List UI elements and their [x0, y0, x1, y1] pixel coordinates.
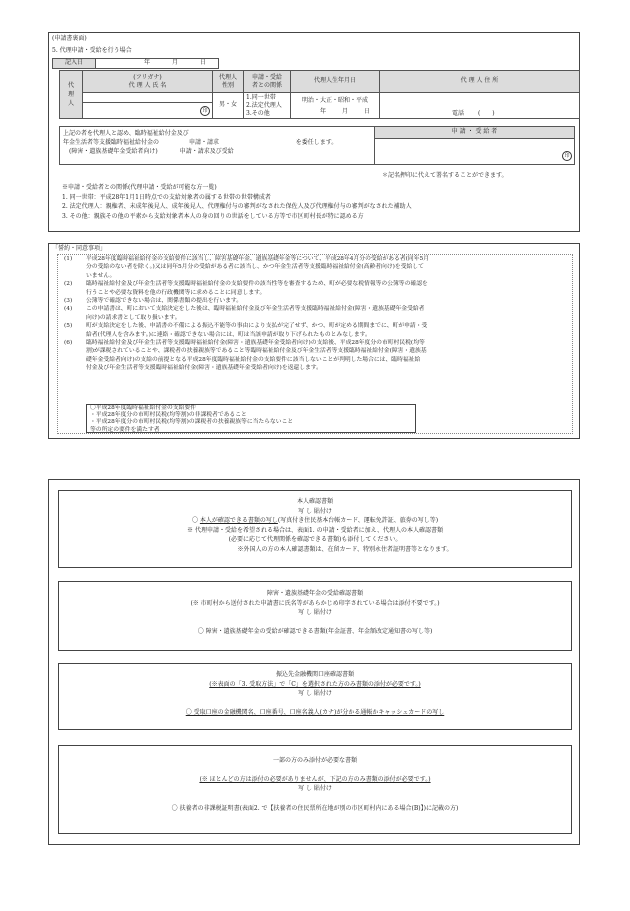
- pledge-line: この申請書は、町において支給決定をした後は、臨時福祉給付金及び年金生活者等支援臨時福祉給付金(障害・遺族基礎年金受給者: [86, 306, 425, 313]
- entry-day-label: 日: [199, 59, 206, 67]
- pledge-item: [64, 322, 568, 339]
- agent-side-label: [60, 71, 83, 119]
- birth-header: 代理人生年月日: [291, 71, 380, 93]
- relation-note-item: 1. 同一世帯：平成28年1月1日時点での支給対象者の属する世帯の世帯構成者: [62, 193, 271, 201]
- id-document-sub: 写 し 貼付け: [298, 507, 332, 515]
- pledge-item: [64, 305, 568, 322]
- bank-document-line: 〇 受取口座の金融機関名、口座番号、口座名義人(カナ)が分かる通帳かキャッシュカードの写し: [185, 708, 445, 716]
- pledge-title: 「誓約・同意事項」: [52, 245, 107, 252]
- relation-note-item: 3. その他：親族その他の平素から支給対象者本人の身の回りの世話をしている方等で市区町村長が特に認める方: [62, 212, 364, 220]
- relation-header: [244, 71, 291, 93]
- relation-option: 3.その他: [246, 109, 270, 117]
- pension-document-title: 障害・遺族基礎年金の受給確認書類: [266, 590, 363, 597]
- relation-header-line: 申請・受給: [251, 73, 282, 81]
- section-title: 5. 代理申請・受給を行う場合: [52, 47, 132, 54]
- entry-year-label: 年: [144, 59, 151, 67]
- applicant-field[interactable]: [375, 139, 575, 165]
- pledge-line: 行うことや必要な資料を他の行政機関等に求めることに同意します。: [86, 289, 266, 296]
- gender-header: [213, 71, 244, 93]
- circle-mark: 〇: [191, 517, 200, 524]
- requirement-line: 等の所定の要件を満たす者: [90, 426, 160, 433]
- id-document-note: ※ 代理申請・受給を希望される場合は、表面1. の申請・受給者に加え、代理人の本人確認書類: [187, 526, 443, 534]
- id-document-title: 本人確認書類: [296, 498, 333, 505]
- seal-icon: 印: [200, 106, 210, 116]
- pledge-item: [64, 255, 568, 280]
- entry-date-label: 記入日: [53, 59, 96, 69]
- requirements-box: [86, 404, 416, 433]
- pledge-line: 向け)の請求書として取り扱います。: [86, 314, 181, 321]
- delegation-line: (障害・遺族基礎年金受給者向け): [69, 148, 158, 155]
- id-document-examples: (写真付き住民基本台帳カード、運転免許証、旅券の写し等): [277, 517, 439, 524]
- bank-document-sub: 写 し 貼付け: [298, 690, 332, 697]
- signature-note: ＊記名押印に代えて署名することができます。: [382, 172, 508, 179]
- bank-document-content: [58, 670, 572, 717]
- delegation-entrust: を委任します。: [295, 139, 338, 146]
- delegation-line: 上記の者を代理人と認め、臨時福祉給付金及び: [63, 130, 189, 137]
- entry-date-field[interactable]: [96, 59, 219, 69]
- pledge-line: 臨時福祉給付金及び年金生活者等支援臨時福祉給付金(障害・遺族基礎年金受給者向け)の支給後、平成28年度分の市町村民税(均等: [86, 340, 425, 347]
- relation-header-line: 者との関係: [251, 81, 282, 89]
- pledge-item-number: (5): [64, 323, 73, 330]
- optional-document-title: 一部の方のみ添付が必要な書類: [272, 757, 357, 764]
- gender-header-line: 性別: [221, 81, 234, 89]
- delegation-statement: [60, 127, 375, 165]
- birth-field[interactable]: [291, 93, 380, 119]
- id-document-note: ※外国人の方の本人確認書類は、在留カード、特別永住者証明書等となります。: [237, 545, 453, 553]
- id-document-underlined: 本人が確認できる書類の写し: [199, 517, 278, 524]
- agent-name-label: 代 理 人 氏 名: [128, 81, 167, 89]
- phone-label: 電話: [452, 109, 465, 117]
- pledge-item: [64, 280, 568, 297]
- relation-note-item: 2. 法定代理人：親権者、未成年後見人、成年後見人、代理権付与の審判がなされた保佐人及び代理権付与の審判がなされた補助人: [62, 203, 412, 210]
- pledge-line: 臨時福祉給付金及び年金生活者等支援臨時福祉給付金の支給要件の該当性等を審査するため、町が必要な税情報等の公簿等の確認を: [86, 281, 428, 288]
- id-document-note: (必要に応じて代理関係を確認できる書類)も添付してください。: [228, 536, 402, 543]
- applicant-header: 申 請 ・ 受 給 者: [375, 127, 575, 139]
- agent-side-char: 人: [67, 100, 74, 107]
- pledge-line: 分の受給のない者を除く。)又は同年5月分の受給がある者に該当し、かつ年金生活者等支援臨時福祉給付金(高齢者向け)を受給して: [86, 264, 424, 271]
- agent-name-field[interactable]: [83, 103, 213, 119]
- delegation-line: 申請・請求: [189, 139, 220, 146]
- address-header: 代 理 人 住 所: [380, 71, 580, 93]
- pledge-line: 割)が課税されていることや、課税者の扶養親族等であること等臨時福祉給付金及び年金生活者等支援臨時福祉給付金(障害・遺族基: [86, 348, 427, 355]
- pledge-item: [64, 339, 568, 373]
- optional-document-content: [58, 756, 572, 813]
- relation-field[interactable]: [244, 93, 291, 119]
- pledge-line: 付金及び年金生活者等支援臨時福祉給付金(障害・遺族基礎年金受給者向け)を返還します。: [86, 365, 322, 372]
- pledge-item-number: (2): [64, 281, 73, 288]
- pledge-list: [64, 255, 568, 373]
- pension-document-sub: 写 し 貼付け: [298, 609, 332, 616]
- delegation-line: 年金生活者等支援臨時福祉給付金の: [63, 139, 160, 146]
- birth-eras: 明治・大正・昭和・平成: [301, 96, 368, 104]
- id-document-line: [58, 516, 572, 526]
- requirement-line: 〇平成28年度臨時福祉給付金の支給要件: [90, 405, 196, 411]
- furigana-label: (フリガナ): [133, 73, 162, 81]
- relation-notes: [62, 183, 412, 221]
- pledge-item: [64, 297, 568, 305]
- pledge-item-number: (4): [64, 306, 73, 313]
- entry-date-row: [52, 58, 219, 69]
- pledge-inner: [57, 254, 573, 434]
- birth-day-label: 日: [363, 107, 370, 115]
- agent-table: [59, 70, 580, 119]
- seal-icon: 印: [562, 151, 572, 161]
- pledge-line: 公簿等で確認できない場合は、関係書類の提出を行います。: [86, 298, 243, 305]
- agent-side-char: 理: [67, 91, 74, 98]
- entry-month-label: 月: [171, 59, 178, 67]
- pledge-line: いません。: [86, 272, 116, 279]
- id-document-content: [58, 497, 572, 554]
- pledge-item-number: (3): [64, 298, 73, 305]
- phone-field: ( ): [477, 109, 495, 117]
- requirement-line: ・平成28年度分の市町村民税(均等割)の非課税者であること: [90, 412, 247, 419]
- birth-year-label: 年: [320, 107, 327, 115]
- pension-document-line: 〇 障害・遺族基礎年金の受給が確認できる書類(年金証書、年金額改定通知書の写し等): [197, 627, 433, 635]
- agent-name-header: [83, 71, 213, 93]
- delegation-block: [59, 126, 575, 165]
- address-field[interactable]: [380, 93, 580, 119]
- pension-document-note: (※ 市町村から送付された申請書に氏名等があらかじめ印字されている場合は添付不要です。): [190, 599, 440, 607]
- pension-document-content: [58, 589, 572, 636]
- relation-option: 1.同一世帯: [246, 93, 276, 101]
- page-label: (申請書裏面): [52, 35, 87, 42]
- pledge-line: 礎年金受給者向け)の支給の前提となる平成28年度臨時福祉給付金の支給要件に該当しないことが判明した場合には、臨時福祉給: [86, 356, 421, 363]
- gender-header-line: 代理人: [218, 73, 237, 81]
- delegation-line: 申請・請求及び受給: [179, 148, 234, 155]
- bank-document-note: (※表面の「3. 受取方法」で「C」を選択された方のみ書類の添付が必要です。): [209, 680, 421, 688]
- optional-document-note: (※ ほとんどの方は添付の必要がありませんが、下記の方のみ書類の添付が必要です。): [199, 775, 431, 783]
- relation-notes-title: ※申請・受給者との関係(代理申請・受給が可能な方一覧): [62, 184, 217, 191]
- optional-document-line: 〇 扶養者の非課税証明書(表面2. で【扶養者の住民票所在地が別の市区町村内にある場合(B)】)に記載の方): [171, 804, 459, 812]
- optional-document-sub: 写 し 貼付け: [298, 785, 332, 792]
- bank-document-title: 振込先金融機関口座確認書類: [275, 671, 354, 678]
- agent-side-char: 代: [67, 82, 74, 89]
- pledge-line: 給者(代理人を含みます。)に連絡・確認できない場合には、町は当該申請が取り下げられたものとみなします。: [86, 331, 371, 338]
- gender-field[interactable]: 男・女: [213, 93, 244, 119]
- pledge-line: 町が支給決定をした後、申請書の不備による振込不能等の事由により支払が完了せず、かつ、町が定める期間までに、町が申請・受: [86, 323, 428, 330]
- relation-option: 2.法定代理人: [246, 101, 282, 109]
- furigana-field[interactable]: [83, 93, 213, 103]
- birth-month-label: 月: [341, 107, 348, 115]
- pledge-item-number: (1): [64, 256, 73, 262]
- pledge-item-number: (6): [64, 340, 73, 347]
- requirement-line: ・平成28年度分の市町村民税(均等割)の課税者の扶養親族等に当たらないこと: [90, 419, 294, 426]
- pledge-line: 平成28年度臨時福祉給付金の支給要件に該当し、障害基礎年金、遺族基礎年金等について、平成28年4月分の受給がある者(同年5月: [86, 256, 429, 262]
